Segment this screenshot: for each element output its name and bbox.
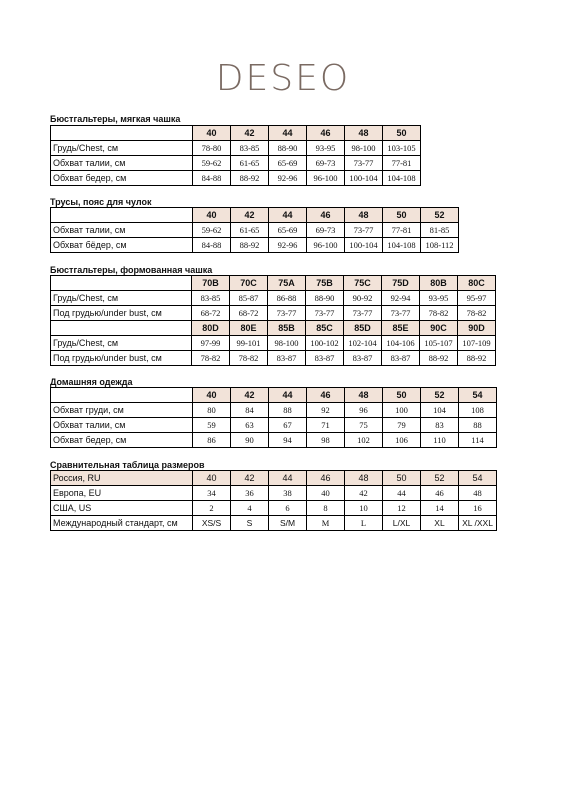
size-cell: 52 <box>421 388 459 403</box>
brand-logo: DESEO <box>215 58 351 99</box>
size-cell: 48 <box>345 471 383 486</box>
value-cell: 102-104 <box>344 336 382 351</box>
table-row <box>51 291 496 306</box>
value-cell: 83-87 <box>268 351 306 366</box>
table-header-row <box>51 276 496 291</box>
value-cell: 48 <box>459 486 497 501</box>
value-cell: 98 <box>307 433 345 448</box>
section-title-molded-cup-bras: Бюстгальтеры, формованная чашка <box>50 265 213 275</box>
size-cell: 80B <box>420 276 458 291</box>
value-cell: 100-104 <box>345 171 383 186</box>
value-cell: 92-94 <box>382 291 420 306</box>
size-cell: 85B <box>268 321 306 336</box>
size-cell: 40 <box>193 126 231 141</box>
size-cell: 44 <box>269 388 307 403</box>
size-cell: 40 <box>193 471 231 486</box>
value-cell: 73-77 <box>344 306 382 321</box>
size-cell: 80D <box>192 321 230 336</box>
value-cell: 88-92 <box>231 238 269 253</box>
value-cell: 98-100 <box>268 336 306 351</box>
value-cell: 44 <box>383 486 421 501</box>
value-cell: L <box>345 516 383 531</box>
value-cell: 108-112 <box>421 238 459 253</box>
value-cell: 108 <box>459 403 497 418</box>
table-header-row <box>51 388 497 403</box>
value-cell: 78-82 <box>458 306 496 321</box>
homewear-table <box>50 387 497 448</box>
value-cell: 83 <box>421 418 459 433</box>
value-cell: 104 <box>421 403 459 418</box>
value-cell: 10 <box>345 501 383 516</box>
row-label: Грудь/Chest, см <box>51 291 192 306</box>
value-cell: 100 <box>383 403 421 418</box>
row-label: Под грудью/under bust, см <box>51 306 192 321</box>
section-title-soft-cup-bras: Бюстгальтеры, мягкая чашка <box>50 114 181 124</box>
section-title-size-comparison: Сравнительная таблица размеров <box>50 460 205 470</box>
row-label: Грудь/Chest, см <box>51 141 193 156</box>
value-cell: 65-69 <box>269 156 307 171</box>
table-row <box>51 418 497 433</box>
value-cell: 83-85 <box>192 291 230 306</box>
size-cell: 48 <box>345 388 383 403</box>
value-cell: 4 <box>231 501 269 516</box>
row-label: Европа, EU <box>51 486 193 501</box>
size-cell: 75C <box>344 276 382 291</box>
size-cell: 46 <box>307 208 345 223</box>
value-cell: XS/S <box>193 516 231 531</box>
value-cell: 59-62 <box>193 223 231 238</box>
value-cell: 114 <box>459 433 497 448</box>
value-cell: 96-100 <box>307 171 345 186</box>
size-cell: 90C <box>420 321 458 336</box>
size-cell: 44 <box>269 471 307 486</box>
value-cell: 2 <box>193 501 231 516</box>
value-cell: 69-73 <box>307 156 345 171</box>
table-row <box>51 433 497 448</box>
value-cell: 79 <box>383 418 421 433</box>
size-cell: 85C <box>306 321 344 336</box>
size-cell: 46 <box>307 126 345 141</box>
value-cell: 16 <box>459 501 497 516</box>
value-cell: 63 <box>231 418 269 433</box>
size-cell: 40 <box>193 208 231 223</box>
row-label: Грудь/Chest, см <box>51 336 192 351</box>
value-cell: 67 <box>269 418 307 433</box>
size-cell: 54 <box>459 471 497 486</box>
value-cell: 104-108 <box>383 238 421 253</box>
table-row <box>51 336 496 351</box>
value-cell: 94 <box>269 433 307 448</box>
size-cell: 42 <box>231 388 269 403</box>
value-cell: 78-82 <box>420 306 458 321</box>
value-cell: 36 <box>231 486 269 501</box>
value-cell: 86 <box>193 433 231 448</box>
table-header-row <box>51 126 421 141</box>
row-label: Под грудью/under bust, см <box>51 351 192 366</box>
value-cell: 83-87 <box>382 351 420 366</box>
size-cell: 50 <box>383 208 421 223</box>
header-label-cell <box>51 208 193 223</box>
value-cell: 96-100 <box>307 238 345 253</box>
row-label: Обхват бёдер, см <box>51 238 193 253</box>
value-cell: 100-102 <box>306 336 344 351</box>
table-row <box>51 171 421 186</box>
table-row <box>51 501 497 516</box>
size-cell: 48 <box>345 126 383 141</box>
row-label: Обхват талии, см <box>51 418 193 433</box>
table-row <box>51 238 459 253</box>
header-label-cell <box>51 276 192 291</box>
value-cell: 88 <box>269 403 307 418</box>
size-cell: 46 <box>307 388 345 403</box>
size-cell: 70B <box>192 276 230 291</box>
size-cell: 48 <box>345 208 383 223</box>
section-title-briefs: Трусы, пояс для чулок <box>50 197 152 207</box>
value-cell: 104-108 <box>383 171 421 186</box>
value-cell: 84 <box>231 403 269 418</box>
value-cell: 77-81 <box>383 156 421 171</box>
size-cell: 50 <box>383 388 421 403</box>
value-cell: 81-85 <box>421 223 459 238</box>
value-cell: 99-101 <box>230 336 268 351</box>
value-cell: 61-65 <box>231 156 269 171</box>
size-cell: 42 <box>231 471 269 486</box>
table-row <box>51 486 497 501</box>
value-cell: 77-81 <box>383 223 421 238</box>
table-row <box>51 351 496 366</box>
briefs-table <box>50 207 459 253</box>
row-label: Обхват бедер, см <box>51 171 193 186</box>
row-label: Обхват груди, см <box>51 403 193 418</box>
row-label: Обхват талии, см <box>51 223 193 238</box>
value-cell: 59 <box>193 418 231 433</box>
value-cell: 90-92 <box>344 291 382 306</box>
size-cell: 90D <box>458 321 496 336</box>
value-cell: 92-96 <box>269 238 307 253</box>
size-cell: 50 <box>383 471 421 486</box>
size-cell: 42 <box>231 126 269 141</box>
size-cell: 42 <box>231 208 269 223</box>
size-cell: 44 <box>269 208 307 223</box>
value-cell: 38 <box>269 486 307 501</box>
row-label: Россия, RU <box>51 471 193 486</box>
size-cell: 80E <box>230 321 268 336</box>
value-cell: 107-109 <box>458 336 496 351</box>
value-cell: 73-77 <box>345 223 383 238</box>
value-cell: 97-99 <box>192 336 230 351</box>
size-cell: 52 <box>421 471 459 486</box>
value-cell: 90 <box>231 433 269 448</box>
value-cell: 46 <box>421 486 459 501</box>
value-cell: 83-85 <box>231 141 269 156</box>
value-cell: 103-105 <box>383 141 421 156</box>
row-label: Международный стандарт, см <box>51 516 193 531</box>
value-cell: 95-97 <box>458 291 496 306</box>
value-cell: 12 <box>383 501 421 516</box>
value-cell: 75 <box>345 418 383 433</box>
value-cell: 84-88 <box>193 238 231 253</box>
value-cell: 100-104 <box>345 238 383 253</box>
size-cell: 52 <box>421 208 459 223</box>
value-cell: 83-87 <box>306 351 344 366</box>
value-cell: 68-72 <box>192 306 230 321</box>
value-cell: 88 <box>459 418 497 433</box>
size-cell: 75B <box>306 276 344 291</box>
value-cell: 40 <box>307 486 345 501</box>
value-cell: 6 <box>269 501 307 516</box>
value-cell: 84-88 <box>193 171 231 186</box>
value-cell: L/XL <box>383 516 421 531</box>
size-cell: 44 <box>269 126 307 141</box>
header-label-cell <box>51 126 193 141</box>
value-cell: 61-65 <box>231 223 269 238</box>
soft-cup-bras-table <box>50 125 421 186</box>
value-cell: 92 <box>307 403 345 418</box>
value-cell: 110 <box>421 433 459 448</box>
value-cell: 88-90 <box>269 141 307 156</box>
value-cell: M <box>307 516 345 531</box>
size-comparison-table <box>50 470 497 531</box>
value-cell: 78-82 <box>230 351 268 366</box>
row-label: Обхват бедер, см <box>51 433 193 448</box>
size-cell: 85E <box>382 321 420 336</box>
value-cell: 59-62 <box>193 156 231 171</box>
value-cell: 42 <box>345 486 383 501</box>
value-cell: 96 <box>345 403 383 418</box>
size-cell: 85D <box>344 321 382 336</box>
value-cell: XL <box>421 516 459 531</box>
value-cell: 14 <box>421 501 459 516</box>
value-cell: 86-88 <box>268 291 306 306</box>
value-cell: 102 <box>345 433 383 448</box>
value-cell: 65-69 <box>269 223 307 238</box>
value-cell: 73-77 <box>268 306 306 321</box>
section-title-homewear: Домашняя одежда <box>50 377 133 387</box>
value-cell: 93-95 <box>307 141 345 156</box>
value-cell: 80 <box>193 403 231 418</box>
header-label-cell <box>51 321 192 336</box>
value-cell: 88-92 <box>420 351 458 366</box>
value-cell: 105-107 <box>420 336 458 351</box>
value-cell: 83-87 <box>344 351 382 366</box>
value-cell: 69-73 <box>307 223 345 238</box>
size-cell: 80C <box>458 276 496 291</box>
value-cell: 93-95 <box>420 291 458 306</box>
header-label-cell <box>51 388 193 403</box>
value-cell: 92-96 <box>269 171 307 186</box>
size-cell: 75A <box>268 276 306 291</box>
molded-cup-bras-table <box>50 275 496 366</box>
value-cell: S <box>231 516 269 531</box>
table-header-row <box>51 208 459 223</box>
table-row <box>51 306 496 321</box>
value-cell: 68-72 <box>230 306 268 321</box>
value-cell: 71 <box>307 418 345 433</box>
size-cell: 54 <box>459 388 497 403</box>
value-cell: 73-77 <box>382 306 420 321</box>
value-cell: 34 <box>193 486 231 501</box>
value-cell: 73-77 <box>306 306 344 321</box>
value-cell: 8 <box>307 501 345 516</box>
table-row <box>51 156 421 171</box>
value-cell: 78-82 <box>192 351 230 366</box>
value-cell: 98-100 <box>345 141 383 156</box>
value-cell: 85-87 <box>230 291 268 306</box>
table-row <box>51 516 497 531</box>
value-cell: 104-106 <box>382 336 420 351</box>
table-header-row <box>51 471 497 486</box>
size-cell: 40 <box>193 388 231 403</box>
table-row <box>51 141 421 156</box>
size-cell: 70C <box>230 276 268 291</box>
row-label: США, US <box>51 501 193 516</box>
value-cell: 88-92 <box>231 171 269 186</box>
table-row <box>51 223 459 238</box>
size-cell: 46 <box>307 471 345 486</box>
value-cell: S/M <box>269 516 307 531</box>
value-cell: XL /XXL <box>459 516 497 531</box>
size-cell: 75D <box>382 276 420 291</box>
size-cell: 50 <box>383 126 421 141</box>
table-header-row <box>51 321 496 336</box>
value-cell: 78-80 <box>193 141 231 156</box>
value-cell: 73-77 <box>345 156 383 171</box>
value-cell: 88-92 <box>458 351 496 366</box>
value-cell: 106 <box>383 433 421 448</box>
row-label: Обхват талии, см <box>51 156 193 171</box>
value-cell: 88-90 <box>306 291 344 306</box>
table-row <box>51 403 497 418</box>
